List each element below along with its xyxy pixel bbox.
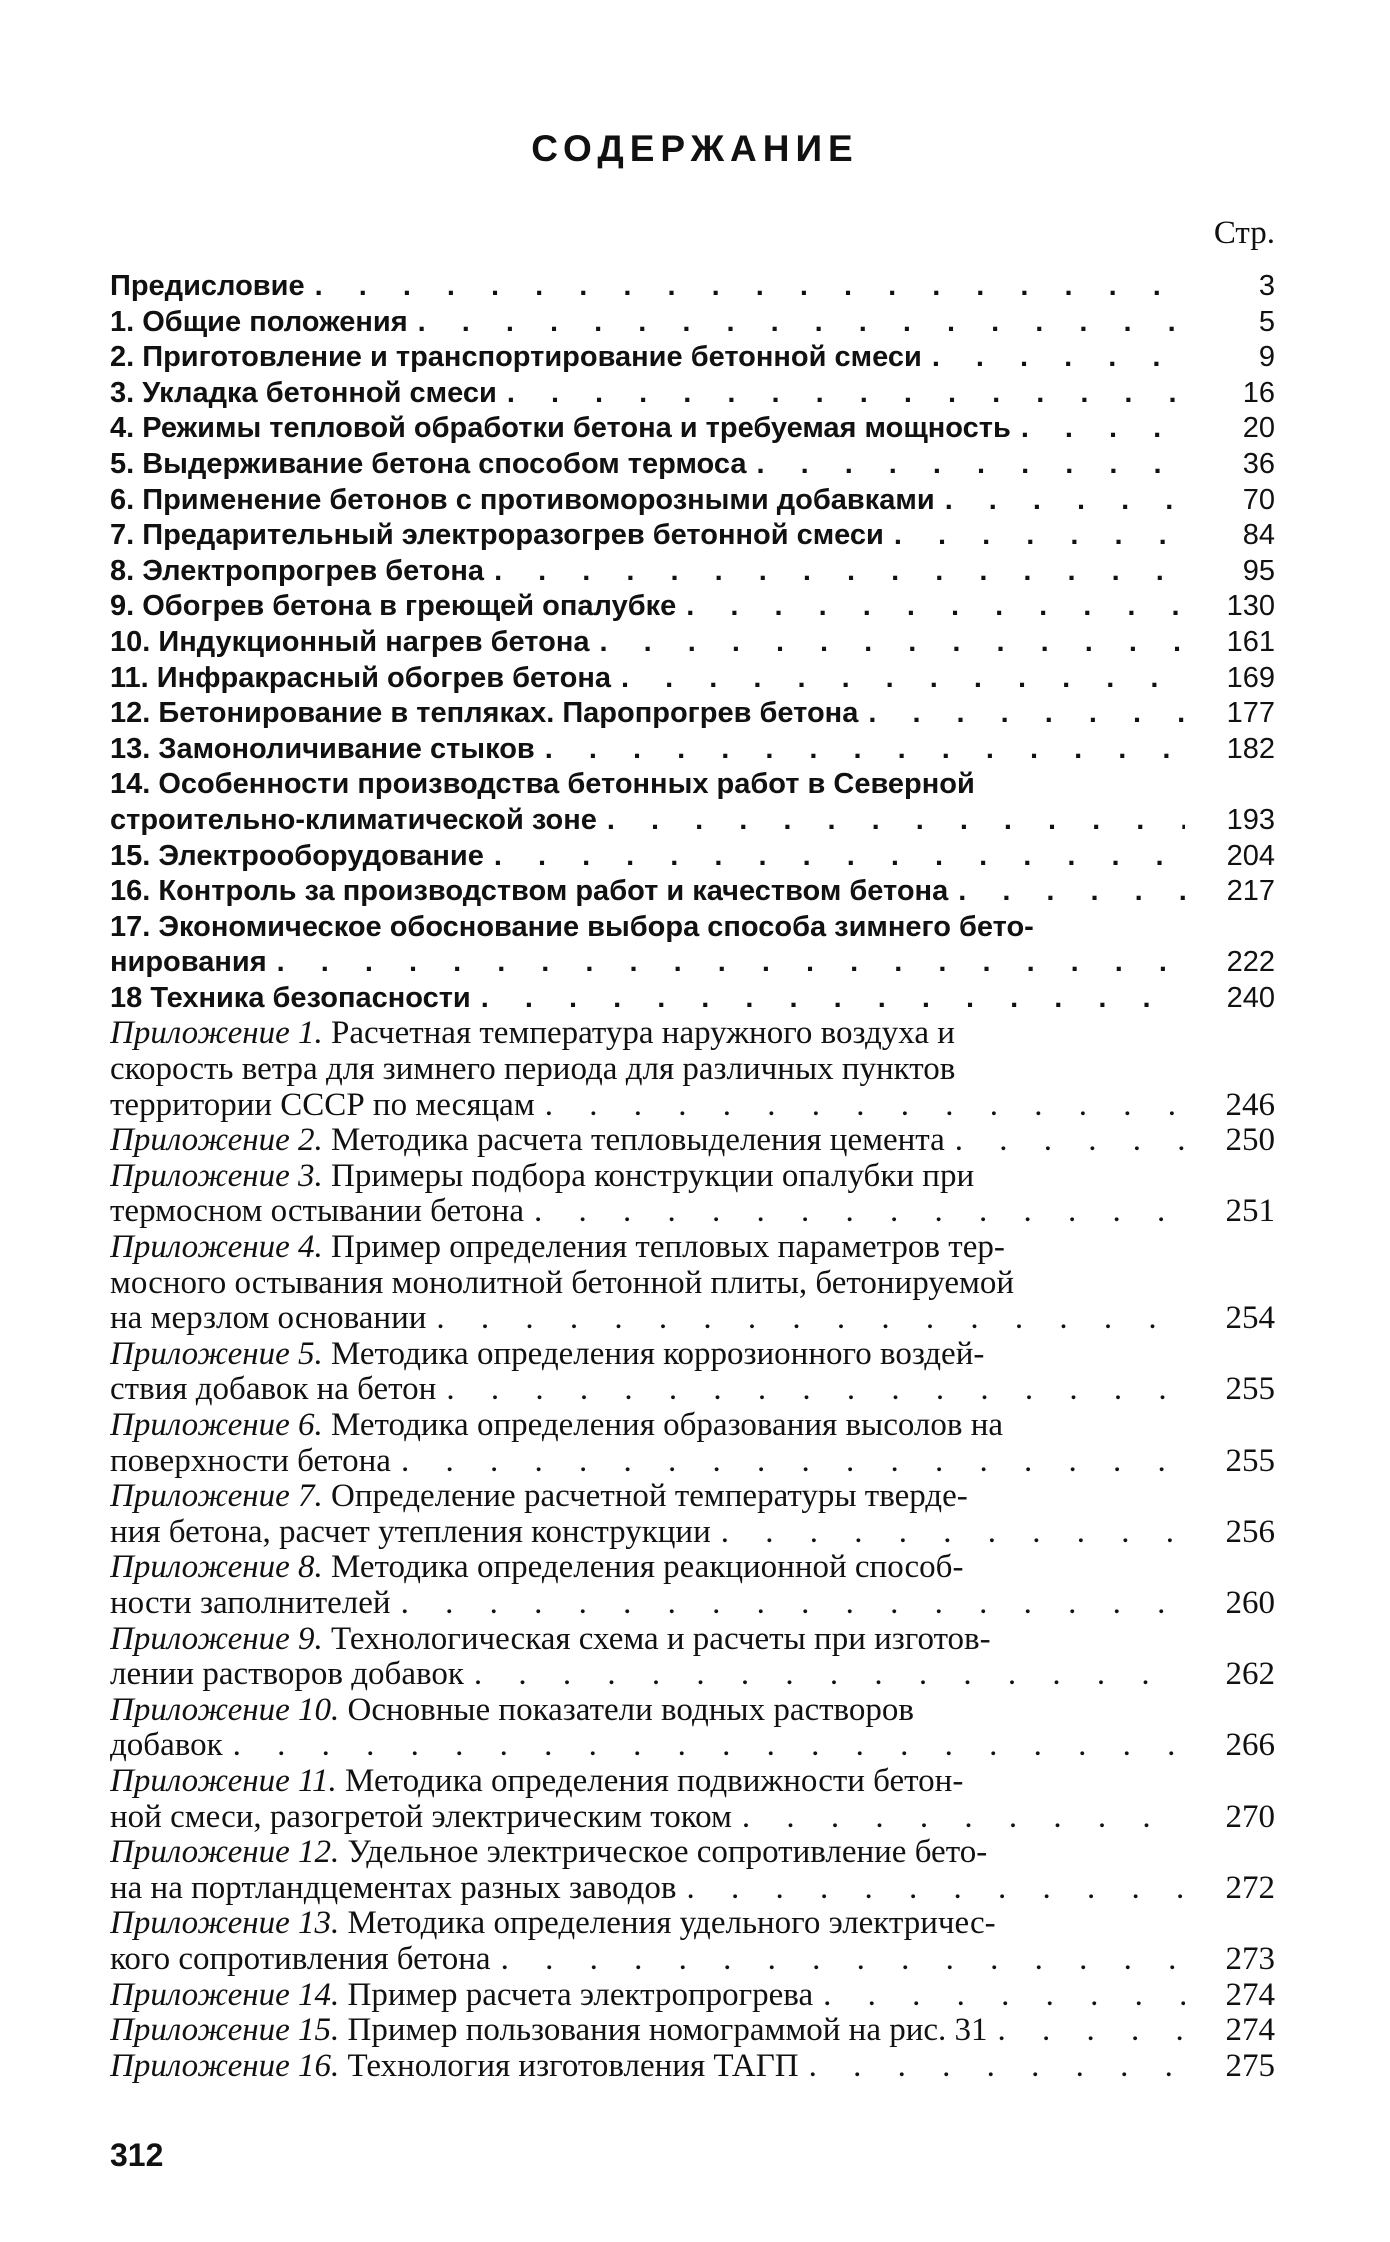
- entry-title-text: Удельное электрическое сопротивление бето-: [339, 1835, 988, 1871]
- entry-title-text: 5. Выдерживание бетона способом термоса: [110, 447, 747, 480]
- dot-leader: [446, 1372, 1185, 1408]
- dot-leader: [894, 518, 1185, 554]
- toc-line: [110, 554, 1275, 590]
- toc-line: [110, 839, 1275, 875]
- toc-line: [110, 447, 1275, 483]
- appendix-label: Приложение 15.: [110, 2013, 340, 2049]
- entry-page-number: 20: [1242, 412, 1275, 445]
- appendix-label: Приложение 12.: [110, 1835, 340, 1871]
- entry-title: [110, 1693, 1275, 1729]
- toc-entry: [110, 305, 1275, 341]
- entry-page-number: 9: [1258, 341, 1275, 374]
- toc-line: [110, 1764, 1275, 1800]
- appendix-label: Приложение 4.: [110, 1230, 323, 1266]
- page-number: 312: [110, 2137, 164, 2173]
- toc-entry: [110, 910, 1275, 981]
- toc-line: [110, 1800, 1275, 1836]
- dot-leader: [1021, 411, 1185, 447]
- entry-page-number: 182: [1226, 732, 1275, 765]
- toc-entry: [110, 1159, 1275, 1230]
- entry-page-number: 262: [1225, 1657, 1275, 1693]
- entry-title-text: 2. Приготовление и транспортирование бетонной смеси: [110, 341, 922, 374]
- dot-leader: [233, 1728, 1185, 1764]
- toc-entry: [110, 1693, 1275, 1764]
- toc-entry: [110, 732, 1275, 768]
- entry-title: [110, 1123, 945, 1159]
- entry-title-text: Пример определения тепловых параметров тер-: [322, 1230, 1005, 1266]
- toc-entry: [110, 1408, 1275, 1479]
- dot-leader: [932, 340, 1185, 376]
- toc-entry: [110, 981, 1275, 1017]
- entry-title-text: 14. Особенности производства бетонных работ в Северной: [110, 768, 975, 801]
- entry-title-text: Определение расчетной температуры тверде-: [322, 1479, 968, 1515]
- toc-line: [110, 1016, 1275, 1052]
- entry-page-number: 16: [1242, 376, 1275, 409]
- entry-title-text: Расчетная температура наружного воздуха и: [322, 1016, 955, 1052]
- entry-title-text: Методика определения образования высолов на: [322, 1408, 1004, 1443]
- appendix-label: Приложение 8.: [110, 1550, 323, 1586]
- appendix-label: Приложение 1.: [110, 1016, 323, 1052]
- entry-title-text: ствия добавок на бетон: [110, 1372, 437, 1408]
- entry-title-text: добавок: [110, 1728, 223, 1764]
- toc-line: [110, 910, 1275, 946]
- toc-line: [110, 269, 1275, 305]
- toc-line: [110, 1942, 1275, 1978]
- entry-title-text: 4. Режимы тепловой обработки бетона и требуемая мощность: [110, 412, 1011, 445]
- toc-line: [110, 1372, 1275, 1408]
- entry-page-number: 204: [1226, 839, 1275, 872]
- entry-page-number: 274: [1225, 2013, 1275, 2049]
- dot-leader: [474, 1657, 1185, 1693]
- entry-page-number: 255: [1225, 1443, 1275, 1479]
- entry-page-number: 240: [1226, 981, 1275, 1014]
- entry-title: [110, 1550, 1275, 1586]
- entry-title-text: 8. Электропрогрев бетона: [110, 554, 485, 587]
- entry-title-text: Методика расчета тепловыделения цемента: [322, 1123, 945, 1159]
- toc-line: [110, 661, 1275, 697]
- dot-leader: [607, 803, 1185, 839]
- entry-title-text: Методика определения коррозионного воздей-: [322, 1336, 985, 1372]
- entry-title: [110, 1159, 1275, 1195]
- toc-line: [110, 1693, 1275, 1729]
- toc-line: [110, 1337, 1275, 1373]
- entry-page-number: 270: [1225, 1799, 1275, 1835]
- toc-line: [110, 2049, 1275, 2085]
- entry-title: [110, 1230, 1275, 1266]
- toc-entry: [110, 1550, 1275, 1621]
- dot-leader: [823, 1978, 1185, 2014]
- dot-leader: [401, 1444, 1185, 1480]
- entry-title-text: 18 Техника безопасности: [110, 981, 471, 1014]
- toc-line: [110, 1835, 1275, 1871]
- entry-title-text: 11. Инфракрасный обогрев бетона: [110, 661, 611, 694]
- toc-entry: [110, 1764, 1275, 1835]
- entry-title: [110, 1622, 1275, 1658]
- dot-leader: [721, 1515, 1185, 1551]
- entry-title-text: мосного остывания монолитной бетонной плиты, бетонируемой: [110, 1265, 1015, 1301]
- entry-title-text: Технологическая схема и расчеты при изготов-: [322, 1621, 991, 1657]
- entry-page-number: 36: [1242, 447, 1275, 480]
- dot-leader: [418, 305, 1185, 341]
- entry-title: [110, 1835, 1275, 1871]
- entry-page-number: 3: [1258, 270, 1275, 302]
- entry-page-number: 250: [1225, 1123, 1275, 1159]
- dot-leader: [481, 981, 1185, 1017]
- entry-title: [110, 1978, 813, 2014]
- entry-title: [110, 1764, 1275, 1800]
- toc-line: [110, 1123, 1275, 1159]
- entry-title-text: Методика определения реакционной способ-: [322, 1550, 964, 1586]
- dot-leader: [507, 376, 1185, 412]
- dot-leader: [742, 1800, 1185, 1836]
- entry-page-number: 5: [1258, 305, 1275, 338]
- appendix-label: Приложение 6.: [110, 1408, 323, 1443]
- entry-title: [110, 1337, 1275, 1373]
- toc-entry: [110, 2049, 1275, 2085]
- entry-page-number: 254: [1225, 1301, 1275, 1337]
- entry-page-number: 222: [1226, 946, 1275, 979]
- toc-entry: [110, 1835, 1275, 1906]
- dot-leader: [494, 839, 1185, 875]
- dot-leader: [945, 483, 1185, 519]
- toc-line: [110, 2013, 1275, 2049]
- toc-entry: [110, 340, 1275, 376]
- toc-entry: [110, 625, 1275, 661]
- toc-entry: [110, 839, 1275, 875]
- toc-line: [110, 1052, 1275, 1088]
- toc-entry: [110, 1622, 1275, 1693]
- appendix-label: Приложение 14.: [110, 1977, 340, 2013]
- dot-leader: [998, 2013, 1185, 2049]
- toc-line: [110, 376, 1275, 412]
- entry-title-text: на мерзлом основании: [110, 1301, 427, 1337]
- toc-entry: [110, 1337, 1275, 1408]
- toc-entry: [110, 661, 1275, 697]
- entry-title-text: 12. Бетонирование в тепляках. Паропрогрев бетона: [110, 697, 859, 730]
- toc-line: [110, 1479, 1275, 1515]
- appendix-label: Приложение 10.: [110, 1692, 340, 1728]
- toc-line: [110, 767, 1275, 803]
- entry-title-text: Методика определения удельного электричес-: [339, 1906, 996, 1942]
- entry-title: [110, 2049, 799, 2085]
- dot-leader: [501, 1942, 1185, 1978]
- dot-leader: [599, 625, 1185, 661]
- entry-page-number: 255: [1225, 1372, 1275, 1408]
- toc-entry: [110, 1978, 1275, 2014]
- entry-title: [110, 2013, 988, 2049]
- entry-title: [110, 1906, 1275, 1942]
- entry-title-text: 7. Предарительный электроразогрев бетонной смеси: [110, 519, 884, 552]
- appendix-label: Приложение 9.: [110, 1621, 323, 1657]
- entry-title-text: Пример расчета электропрогрева: [339, 1977, 814, 2013]
- toc-line: [110, 1266, 1275, 1302]
- toc-line: [110, 305, 1275, 341]
- appendix-label: Приложение 13.: [110, 1906, 340, 1942]
- toc-line: [110, 1657, 1275, 1693]
- entry-title-text: 17. Экономическое обоснование выбора способа зимнего бето-: [110, 910, 1034, 943]
- entry-page-number: 246: [1225, 1087, 1275, 1123]
- toc-entry: [110, 518, 1275, 554]
- toc-line: [110, 732, 1275, 768]
- dot-leader: [958, 874, 1185, 910]
- entry-title-text: Методика определения подвижности бетон-: [336, 1763, 964, 1799]
- entry-title-text: термосном остывании бетона: [110, 1194, 524, 1230]
- entry-title-text: 16. Контроль за производством работ и качеством бетона: [110, 875, 949, 908]
- entry-title-text: ной смеси, разогретой электрическим током: [110, 1799, 732, 1835]
- table-of-contents: [110, 269, 1275, 2084]
- toc-line: [110, 518, 1275, 554]
- entry-page-number: 260: [1225, 1585, 1275, 1621]
- entry-page-number: 275: [1225, 2048, 1275, 2084]
- entry-title-text: поверхности бетона: [110, 1443, 391, 1479]
- toc-line: [110, 945, 1275, 981]
- entry-title-text: 3. Укладка бетонной смеси: [110, 376, 497, 409]
- entry-page-number: 217: [1226, 875, 1275, 908]
- page-title: СОДЕРЖАНИЕ: [531, 128, 859, 169]
- dot-leader: [315, 269, 1185, 305]
- toc-line: [110, 589, 1275, 625]
- toc-line: [110, 1871, 1275, 1907]
- toc-entry: [110, 483, 1275, 519]
- entry-title: [110, 1479, 1275, 1515]
- entry-title-text: нирования: [110, 946, 267, 979]
- toc-entry: [110, 269, 1275, 305]
- entry-page-number: 84: [1242, 519, 1275, 552]
- entry-title-text: 15. Электрооборудование: [110, 839, 484, 872]
- entry-title-text: 1. Общие положения: [110, 305, 408, 338]
- entry-title: [110, 1408, 1275, 1444]
- dot-leader: [534, 1194, 1185, 1230]
- entry-title-text: ния бетона, расчет утепления конструкции: [110, 1514, 711, 1550]
- toc-entry: [110, 1479, 1275, 1550]
- toc-entry: [110, 554, 1275, 590]
- toc-line: [110, 1230, 1275, 1266]
- entry-page-number: 169: [1226, 661, 1275, 694]
- dot-leader: [621, 661, 1185, 697]
- toc-entry: [110, 1230, 1275, 1337]
- toc-line: [110, 1159, 1275, 1195]
- toc-entry: [110, 1906, 1275, 1977]
- entry-title-text: Предисловие: [110, 270, 305, 302]
- dot-leader: [809, 2049, 1185, 2085]
- appendix-label: Приложение 11.: [110, 1763, 337, 1799]
- entry-page-number: 193: [1226, 803, 1275, 836]
- toc-entry: [110, 2013, 1275, 2049]
- toc-line: [110, 411, 1275, 447]
- entry-title-text: кого сопротивления бетона: [110, 1941, 491, 1977]
- entry-title-text: 6. Применение бетонов с противоморозными добавками: [110, 483, 935, 516]
- entry-title-text: 10. Индукционный нагрев бетона: [110, 625, 590, 658]
- entry-page-number: 251: [1225, 1194, 1275, 1230]
- entry-title: [110, 1016, 1275, 1052]
- dot-leader: [756, 447, 1185, 483]
- toc-line: [110, 696, 1275, 732]
- toc-entry: [110, 767, 1275, 838]
- toc-line: [110, 625, 1275, 661]
- entry-page-number: 70: [1242, 483, 1275, 516]
- dot-leader: [401, 1586, 1185, 1622]
- toc-line: [110, 1550, 1275, 1586]
- entry-page-number: 161: [1226, 625, 1275, 658]
- toc-entry: [110, 376, 1275, 412]
- toc-line: [110, 1906, 1275, 1942]
- page-column-header: Стр.: [1213, 215, 1275, 251]
- toc-entry: [110, 1016, 1275, 1123]
- entry-title-text: Основные показатели водных растворов: [339, 1692, 914, 1728]
- entry-page-number: 274: [1225, 1977, 1275, 2013]
- entry-page-number: 272: [1225, 1870, 1275, 1906]
- dot-leader: [868, 696, 1185, 732]
- entry-title-text: территории СССР по месяцам: [110, 1087, 535, 1123]
- toc-line: [110, 1088, 1275, 1124]
- entry-title-text: Технология изготовления ТАГП: [339, 2048, 799, 2084]
- entry-title-text: скорость ветра для зимнего периода для различных пунктов: [110, 1052, 956, 1088]
- toc-entry: [110, 589, 1275, 625]
- toc-entry: [110, 696, 1275, 732]
- toc-line: [110, 1301, 1275, 1337]
- dot-leader: [277, 945, 1185, 981]
- toc-entry: [110, 1123, 1275, 1159]
- appendix-label: Приложение 2.: [110, 1123, 323, 1159]
- dot-leader: [436, 1301, 1185, 1337]
- dot-leader: [955, 1123, 1185, 1159]
- toc-line: [110, 1194, 1275, 1230]
- toc-line: [110, 1408, 1275, 1444]
- toc-line: [110, 1586, 1275, 1622]
- entry-title-text: строительно-климатической зоне: [110, 803, 597, 836]
- toc-entry: [110, 411, 1275, 447]
- toc-line: [110, 340, 1275, 376]
- entry-page-number: 256: [1225, 1514, 1275, 1550]
- appendix-label: Приложение 16.: [110, 2048, 340, 2084]
- entry-page-number: 266: [1225, 1728, 1275, 1764]
- toc-entry: [110, 447, 1275, 483]
- entry-title-text: на на портландцементах разных заводов: [110, 1870, 677, 1906]
- dot-leader: [545, 732, 1185, 768]
- appendix-label: Приложение 7.: [110, 1479, 323, 1515]
- dot-leader: [686, 1871, 1185, 1907]
- toc-line: [110, 1622, 1275, 1658]
- toc-line: [110, 1728, 1275, 1764]
- toc-line: [110, 1444, 1275, 1480]
- toc-line: [110, 981, 1275, 1017]
- entry-title-text: Пример пользования номограммой на рис. 31: [339, 2013, 988, 2049]
- entry-page-number: 177: [1226, 697, 1275, 730]
- toc-line: [110, 803, 1275, 839]
- toc-entry: [110, 874, 1275, 910]
- dot-leader: [494, 554, 1185, 590]
- appendix-label: Приложение 5.: [110, 1336, 323, 1372]
- entry-page-number: 95: [1242, 554, 1275, 587]
- entry-title-text: Примеры подбора конструкции опалубки при: [322, 1158, 975, 1194]
- entry-title-text: 13. Замоноличивание стыков: [110, 732, 535, 765]
- toc-line: [110, 1978, 1275, 2014]
- entry-page-number: 130: [1226, 590, 1275, 623]
- toc-line: [110, 483, 1275, 519]
- toc-line: [110, 1515, 1275, 1551]
- entry-title-text: лении растворов добавок: [110, 1657, 464, 1693]
- dot-leader: [545, 1088, 1185, 1124]
- dot-leader: [686, 589, 1185, 625]
- entry-page-number: 273: [1225, 1941, 1275, 1977]
- toc-line: [110, 874, 1275, 910]
- appendix-label: Приложение 3.: [110, 1158, 323, 1194]
- entry-title-text: 9. Обогрев бетона в греющей опалубке: [110, 590, 677, 623]
- entry-title-text: ности заполнителей: [110, 1585, 391, 1621]
